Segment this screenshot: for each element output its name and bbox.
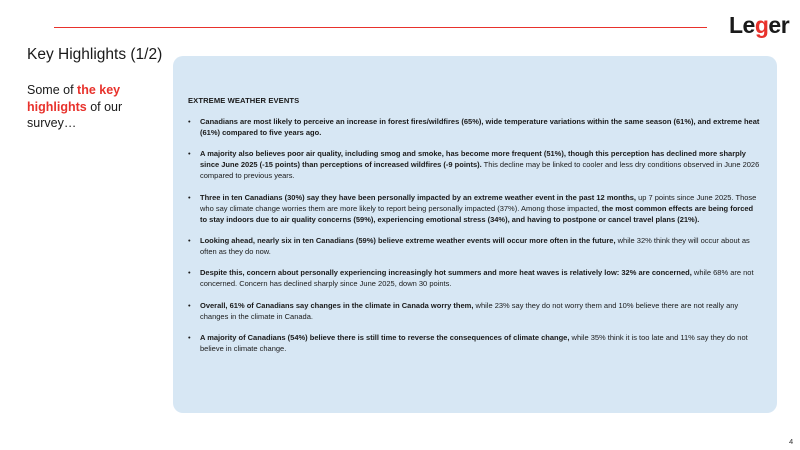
list-item: • Three in ten Canadians (30%) say they have been personally impacted by an extreme weather event in the past 12 months, up 7 points since June 2025. Those who say climate change worries them are more likely to report being personally impacted (37%). Among those impacted, the most common effects are being forced to stay indoors due to air quality concerns (59%), experiencing emotional stress (34%), and having to postpone or cancel travel plans (21%). (188, 193, 760, 226)
highlights-list (188, 117, 760, 366)
list-item: • Overall, 61% of Canadians say changes in the climate in Canada worry them, while 23% say they do not worry them and 10% believe there are not really any changes in the climate in Canada. (188, 301, 760, 323)
intro-highlight: the key highlights (27, 83, 121, 114)
leger-logo: Leger (729, 12, 790, 38)
list-item: • Looking ahead, nearly six in ten Canadians (59%) believe extreme weather events will occur more often in the future, while 32% think they will occur about as often as they do now. (188, 236, 760, 258)
page-title: Key Highlights (1/2) (27, 46, 163, 63)
list-item: • A majority of Canadians (54%) believe there is still time to reverse the consequences of climate change, while 35% think it is too late and 11% say they do not believe in climate change. (188, 333, 760, 355)
intro-text (27, 82, 157, 132)
header-divider (54, 27, 707, 28)
intro-text-end: of our survey… (27, 99, 123, 130)
list-item: • Canadians are most likely to perceive an increase in forest fires/wildfires (65%), wide temperature variations within the same season (61%), and extreme heat (61%) compared to five years ago. (188, 117, 760, 139)
intro-text-start: Some of (27, 83, 78, 97)
list-item: • A majority also believes poor air quality, including smog and smoke, has become more frequent (51%), though this perception has declined more sharply since June 2025 (-15 points) than perceptions of increased wildfires (-9 points). This decline may be linked to cooler and less dry conditions observed in June 2026 compared to previous years. (188, 149, 760, 182)
section-heading: EXTREME WEATHER EVENTS (188, 96, 300, 105)
page-number: 4 (789, 437, 794, 446)
list-item: • Despite this, concern about personally experiencing increasingly hot summers and more heat waves is relatively low: 32% are concerned, while 68% are not concerned. Concern has declined sharply since June 2025, down 30 points. (188, 268, 760, 290)
